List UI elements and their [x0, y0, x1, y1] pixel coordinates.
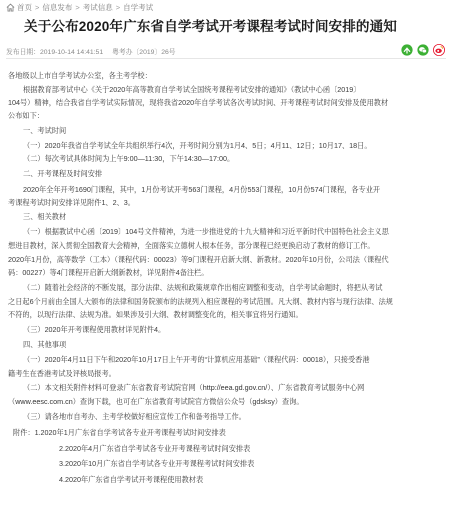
paragraph-line: （三）请各地市自考办、主考学校做好相应宣传工作和备考指导工作。: [23, 412, 246, 421]
attachment-item[interactable]: 附件：1.2020年1月广东省自学考试各专业开考课程考试时间安排表: [13, 428, 226, 437]
share-button[interactable]: [401, 44, 413, 56]
share-bar: [397, 44, 445, 56]
article-meta: [6, 45, 176, 57]
paragraph-line: 码：00227）等4门课程开启新大纲新教材，详见附件4备注栏。: [8, 268, 209, 277]
title-divider: [6, 58, 446, 59]
breadcrumb-separator: >: [35, 3, 40, 12]
eea-website-link[interactable]: http://eea.gd.gov.cn/: [202, 383, 268, 392]
section-heading: 三、相关教材: [23, 212, 67, 221]
text-segment: ）、广东省教育考试服务中心网: [267, 383, 365, 392]
breadcrumb-info-publish[interactable]: 信息发布: [42, 3, 73, 12]
breadcrumb-exam-info[interactable]: 考试信息: [82, 3, 113, 12]
paragraph-line: 根据教育部考试中心《关于2020年高等教育自学考试全国统考课程考试安排的通知》（教试中心函〔2019〕: [23, 85, 361, 94]
paragraph-line: （二）随着社会经济的不断发展，部分法律、法规和政策规章作出相应调整和变动，自学考试命题时，将把从考试: [23, 283, 383, 292]
paragraph-line: （二）每次考试具体时间为上午9:00—11:30，下午14:30—17:00。: [23, 154, 235, 163]
salutation: 各地级以上市自学考试办公室，各主考学校：: [8, 71, 152, 80]
home-icon: [6, 3, 15, 12]
paragraph-line: 之日起6个月前由全国人大颁布的法律和国务院颁布的法规列入相应课程的考试范围。凡大纲、教材内容与现行法律、法规: [8, 297, 393, 306]
document-number: 粤考办〔2019〕26号: [112, 49, 176, 56]
breadcrumb-separator: >: [115, 3, 121, 12]
paragraph-line: 考课程考试时间安排详见附件1、2、3。: [8, 198, 135, 207]
text-segment: （二）本文相关附件材料可登录广东省教育考试院官网（: [23, 383, 203, 392]
breadcrumb-self-study-exam[interactable]: 自学考试: [123, 3, 154, 12]
publish-date: 发布日期：2019-10-14 14:41:51: [6, 49, 104, 56]
breadcrumb-home[interactable]: 首页: [17, 3, 32, 12]
section-heading: 四、其他事项: [23, 340, 67, 349]
share-icon: [401, 44, 413, 56]
attachment-item[interactable]: 2.2020年4月广东省自学考试各专业开考课程考试时间安排表: [59, 444, 251, 453]
section-heading: 二、开考课程及时间安排: [23, 169, 103, 178]
text-segment: ）查询下载，也可在广东省教育考试院官方微信公众号（gdsksy）查询。: [72, 397, 304, 406]
paragraph-line: 不符的，以现行法律、法规为准。如果涉及引大纲、教材调整变化的，相关事宜将另行通知。: [8, 310, 303, 319]
eesc-website-link[interactable]: www.eesc.com.cn: [15, 397, 73, 406]
weibo-icon: [433, 44, 445, 56]
breadcrumb-separator: >: [75, 3, 80, 12]
paragraph-line: 2020年1月份，高等数学（工本）（课程代码：00023）等9门课程开启新大纲、新教材。2020年10月份，公司法（课程代: [8, 255, 389, 264]
breadcrumb: [6, 2, 153, 13]
paragraph-line: 想进目教材，深入贯彻全国教育大会精神，全面落实立德树人根本任务，部分课程已经更换启动了教材的修订工作。: [8, 241, 375, 250]
attachment-item[interactable]: 3.2020年10月广东省自学考试各专业开考课程考试时间安排表: [59, 459, 255, 468]
weibo-share-button[interactable]: [433, 44, 445, 56]
page-title: 关于公布2020年广东省自学考试开考课程考试时间安排的通知: [24, 19, 397, 34]
paragraph-line: （一）2020年4月11日下午和2020年10月17日上午开考的“计算机应用基础”（课程代码：00018），只接受香港: [23, 355, 370, 364]
paragraph-line: [8, 396, 444, 407]
paragraph-line: （一）根据教试中心函〔2019〕104号文件精神，为进一步推进党的十九大精神和习近平新时代中国特色社会主义思: [23, 227, 389, 236]
paragraph-line: [23, 382, 444, 393]
paragraph-line: （一）2020年我省自学考试全年共组织举行4次，开考时间分别为1月4、5日；4月11、12日；10月17、18日。: [23, 141, 372, 150]
attachment-item[interactable]: 4.2020年广东省自学考试开考课程使用教材表: [59, 475, 204, 484]
paragraph-line: 公布如下：: [8, 111, 44, 120]
paragraph-line: （三）2020年开考课程使用教材详见附件4。: [23, 325, 166, 334]
paragraph-line: 籍考生在香港考试及评核局报考。: [8, 369, 116, 378]
paragraph-line: 2020年全年开考1690门课程，其中，1月份考试开考563门课程，4月份553门课程，10月份574门课程，各专业开: [23, 185, 381, 194]
wechat-share-button[interactable]: [417, 44, 429, 56]
paragraph-line: 104号）精神，结合我省自学考试实际情况，现将我省2020年自学考试各次考试时间、开考课程考试时间安排及使用教材: [8, 98, 389, 107]
section-heading: 一、考试时间: [23, 126, 67, 135]
text-segment: （: [8, 397, 16, 406]
wechat-icon: [417, 44, 429, 56]
